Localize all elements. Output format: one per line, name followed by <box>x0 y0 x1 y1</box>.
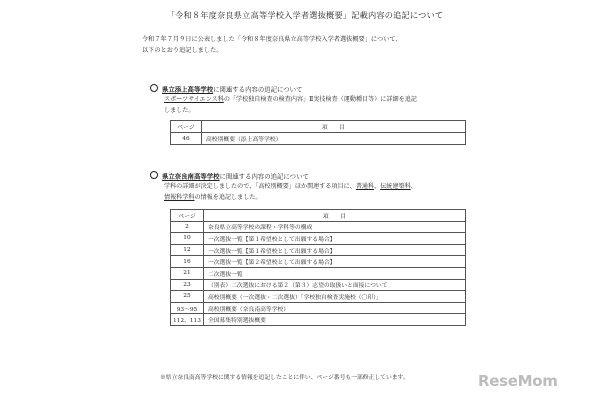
col-header-item: 項 目 <box>203 210 465 222</box>
section1-description <box>164 95 469 116</box>
row-item: 高校別概要（一次選抜・二次選抜）「学校独自検査実施校（〇印）」 <box>203 291 465 303</box>
desc-separator: 、 <box>374 183 381 190</box>
table-row <box>171 233 466 245</box>
row-page: 23 <box>171 279 204 291</box>
intro-paragraph <box>142 34 472 56</box>
row-item: 二次選抜一覧 <box>203 267 465 279</box>
resemom-watermark-logo <box>478 372 558 390</box>
section1-heading <box>150 84 302 95</box>
section1-heading-text: に関連する内容の追記について <box>213 85 303 94</box>
table-header-row <box>171 210 466 222</box>
row-item: （別表）二次選抜における第２（第３）志望の取扱いと面接について <box>203 279 465 291</box>
row-item: 一次選抜一覧【第１希望校として出願する場合】 <box>203 233 465 245</box>
section1-dept-name: スポーツサイエンス科 <box>164 96 224 103</box>
table-row <box>171 267 466 279</box>
row-page: 21 <box>171 267 204 279</box>
table-row <box>171 133 466 145</box>
row-item: 一次選抜一覧【第１希望校として出願する場合】 <box>203 244 465 256</box>
section1-school-name: 県立添上高等学校 <box>162 85 214 94</box>
row-page: 10 <box>171 233 204 245</box>
bullet-circle-icon <box>150 171 158 179</box>
section2-description <box>164 182 469 203</box>
row-page: 25 <box>171 291 204 303</box>
watermark-part-2: Mom <box>517 372 558 390</box>
row-page: 93～95 <box>171 302 204 314</box>
footnote: ※県立奈良南高等学校に関する情報を追記したことに伴い、ページ番号も一部修正しています。 <box>160 375 409 381</box>
dept-link-dento-kenchiku: 伝統建築科 <box>380 183 411 190</box>
row-item: 全国募集特別選抜概要 <box>203 314 465 326</box>
section2-table <box>170 209 466 326</box>
row-item: 奈良県立高等学校の課程・学科等の構成 <box>203 221 465 233</box>
row-item: 高校別概要（奈良南高等学校） <box>203 302 465 314</box>
section2-desc-line2: の情報を追記しました。 <box>194 193 262 201</box>
col-header-page: ページ <box>171 121 202 133</box>
table-row <box>171 221 466 233</box>
section1-table <box>170 120 466 145</box>
col-header-page: ページ <box>171 210 204 222</box>
section2-school-name: 県立奈良南高等学校 <box>162 172 220 181</box>
section2-heading-text: に関連する内容の追記について <box>219 172 309 181</box>
document-title: 「令和８年度奈良県立高等学校入学者選抜概要」記載内容の追記について <box>166 10 444 20</box>
table-row <box>171 302 466 314</box>
table-row <box>171 256 466 268</box>
table-row <box>171 244 466 256</box>
table-row <box>171 291 466 303</box>
desc-separator: 、 <box>410 183 417 190</box>
row-page: 46 <box>171 133 202 145</box>
watermark-part-1: Rese <box>478 372 518 390</box>
row-page: 16 <box>171 256 204 268</box>
dept-link-futsuka: 普通科 <box>355 183 375 190</box>
intro-line-2: 以下のとおり追記しました。 <box>142 47 223 54</box>
row-item: 一次選抜一覧【第２希望校として出願する場合】 <box>203 256 465 268</box>
row-page: 2 <box>171 221 204 233</box>
section1-desc-line1: の「学校独自検査の検査内容」Ⅱ実技検査（運動種目等）に詳細を追記 <box>223 96 417 103</box>
table-row <box>171 279 466 291</box>
row-page: 112、113 <box>171 314 204 326</box>
section1-desc-line2: しました。 <box>164 106 195 114</box>
intro-line-1: 令和７年７月９日に公表しました「令和８年度奈良県立高等学校入学者選抜概要」について、 <box>142 36 402 43</box>
row-item: 高校別概要（添上高等学校） <box>202 133 466 145</box>
section2-heading <box>150 171 309 182</box>
dept-link-joho-kagaku: 情報科学科 <box>164 193 195 201</box>
table-row <box>171 314 466 326</box>
table-header-row <box>171 121 466 133</box>
section2-desc-line1: 学科の詳細が決定しましたので、「高校別概要」ほか関連する項目に、 <box>164 183 356 190</box>
col-header-item: 項 目 <box>202 121 466 133</box>
bullet-circle-icon <box>150 84 158 92</box>
row-page: 12 <box>171 244 204 256</box>
